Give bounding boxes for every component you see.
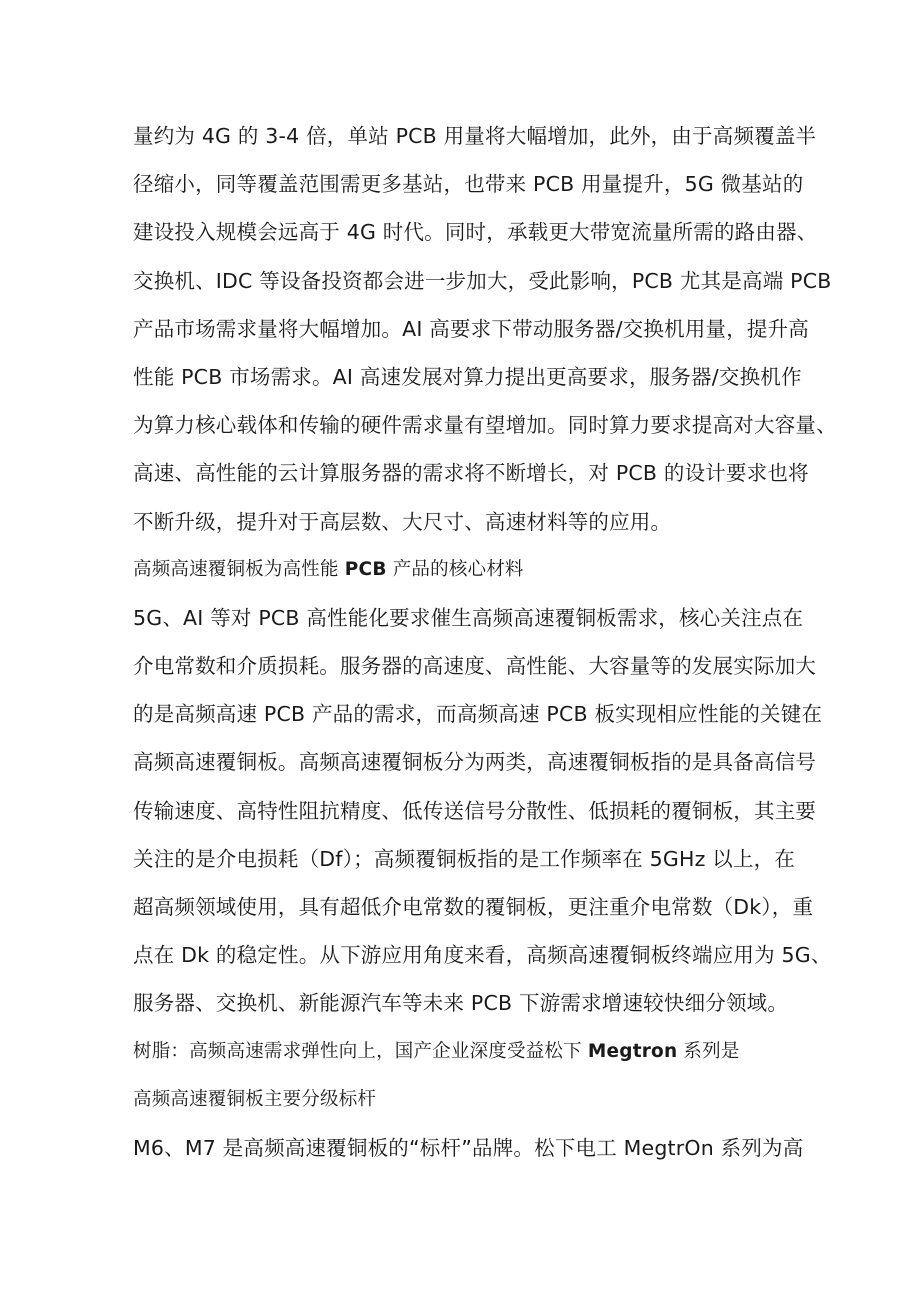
text-line: 服务器、交换机、新能源汽车等未来 PCB 下游需求增速较快细分领域。 <box>133 991 789 1016</box>
document-body <box>133 112 837 1172</box>
text-line: 交换机、IDC 等设备投资都会进一步加大，受此影响，PCB 尤其是高端 PCB <box>133 268 832 293</box>
text-line: 建设投入规模会远高于 4G 时代。同时，承载更大带宽流量所需的路由器、 <box>133 220 818 245</box>
text-line: 量约为 4G 的 3-4 倍，单站 PCB 用量将大幅增加，此外，由于高频覆盖半 <box>133 124 817 148</box>
text-line: 高速、高性能的云计算服务器的需求将不断增长，对 PCB 的设计要求也将 <box>133 461 809 486</box>
text-line: 关注的是介电损耗（Df）；高频覆铜板指的是工作频率在 5GHz 以上，在 <box>133 846 796 871</box>
heading-bold-text: Megtron <box>587 1040 678 1062</box>
heading-bold-text: PCB <box>344 558 387 580</box>
paragraph-megtron <box>133 1124 804 1172</box>
text-line: 点在 Dk 的稳定性。从下游应用角度来看，高频高速覆铜板终端应用为 5G、 <box>133 943 832 968</box>
text-line: M6、M7 是高频高速覆铜板的“标杆”品牌。松下电工 MegtrOn 系列为高 <box>133 1135 804 1160</box>
heading-text: 高频高速覆铜板为高性能 <box>133 558 345 580</box>
section-heading-ccl <box>133 546 798 594</box>
text-line: 的是高频高速 PCB 产品的需求，而高频高速 PCB 板实现相应性能的关键在 <box>133 702 823 727</box>
text-line: 径缩小，同等覆盖范围需更多基站，也带来 PCB 用量提升，5G 微基站的 <box>133 172 804 197</box>
text-line: 超高频领域使用，具有超低介电常数的覆铜板，更注重介电常数（Dk），重 <box>133 895 814 919</box>
section-heading-resin <box>133 1028 798 1076</box>
text-line: 5G、AI 等对 PCB 高性能化要求催生高频高速覆铜板需求，核心关注点在 <box>133 605 804 630</box>
paragraph-high-speed-ccl <box>133 594 832 1028</box>
heading-text: 系列是 <box>677 1040 740 1062</box>
section-heading-resin-line2: 高频高速覆铜板主要分级标杆 <box>133 1088 377 1110</box>
heading-text: 树脂：高频高速需求弹性向上，国产企业深度受益松下 <box>133 1040 588 1062</box>
text-line: 不断升级，提升对于高层数、大尺寸、高速材料等的应用。 <box>133 509 672 534</box>
text-line: 为算力核心载体和传输的硬件需求量有望增加。同时算力要求提高对大容量、 <box>133 413 837 438</box>
text-line: 产品市场需求量将大幅增加。AI 高要求下带动服务器/交换机用量，提升高 <box>133 316 809 341</box>
text-line: 介电常数和介质损耗。服务器的高速度、高性能、大容量等的发展实际加大 <box>133 654 817 679</box>
text-line: 性能 PCB 市场需求。AI 高速发展对算力提出更高要求，服务器/交换机作 <box>133 364 802 389</box>
heading-text: 产品的核心材料 <box>386 558 524 580</box>
text-line: 传输速度、高特性阻抗精度、低传送信号分散性、低损耗的覆铜板，其主要 <box>133 798 817 823</box>
text-line: 高频高速覆铜板。高频高速覆铜板分为两类，高速覆铜板指的是具备高信号 <box>133 750 817 775</box>
paragraph-pcb-demand <box>133 112 837 546</box>
